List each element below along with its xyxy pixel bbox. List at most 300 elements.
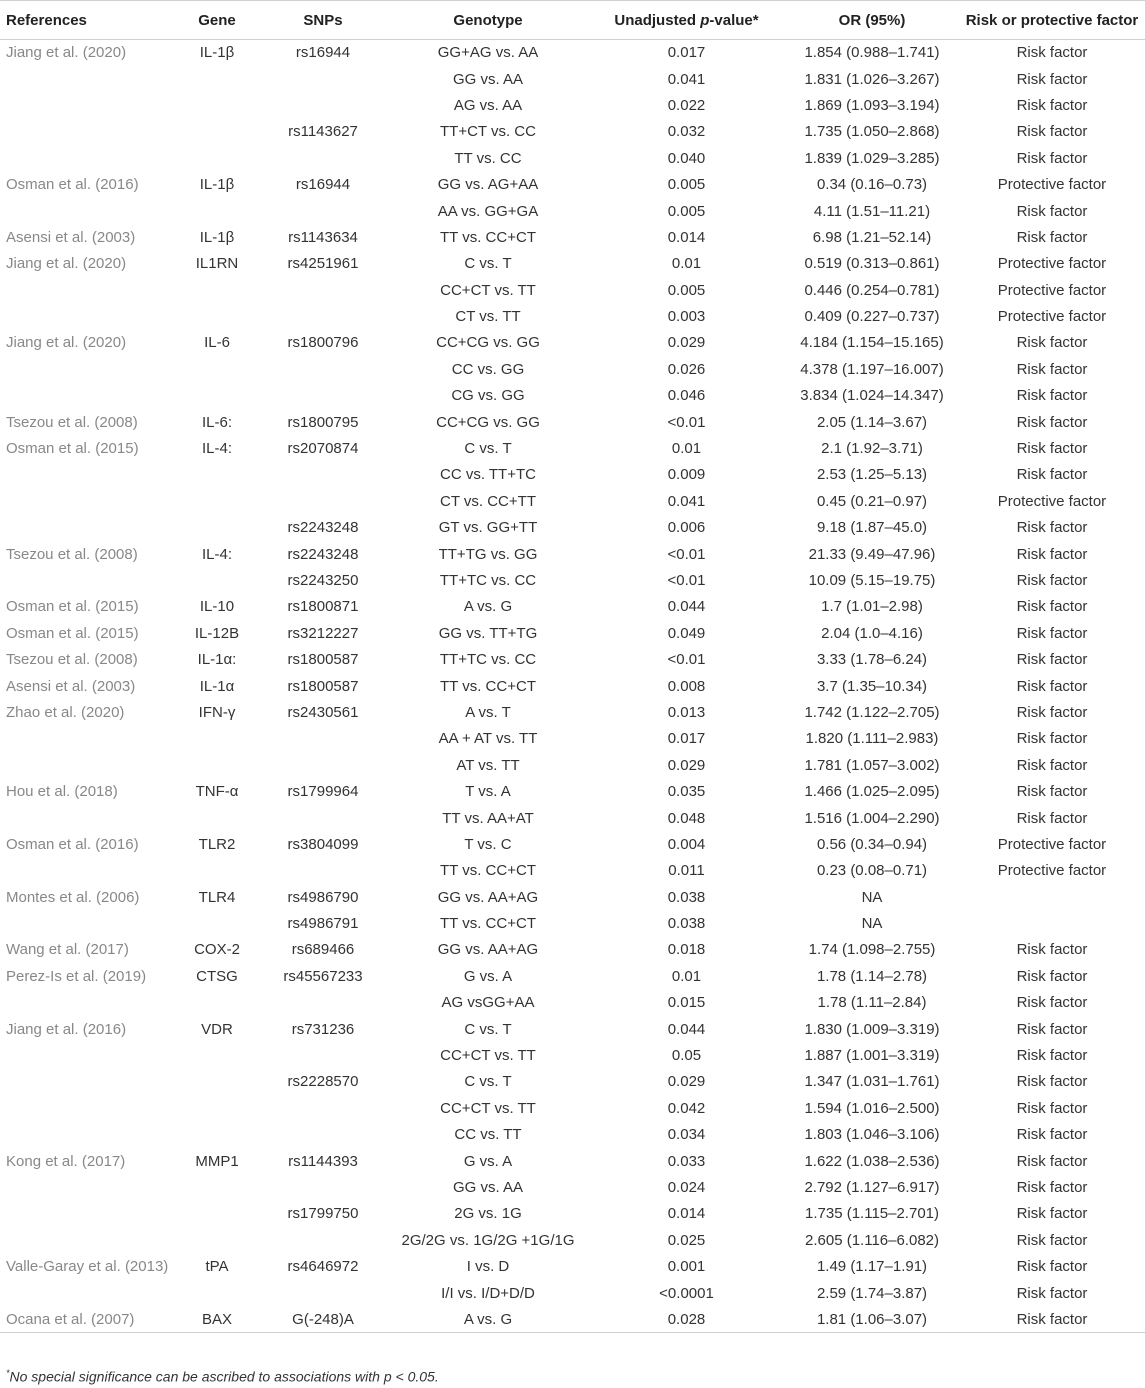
gene-cell: CTSG — [196, 967, 238, 985]
snp-cell — [258, 1227, 388, 1253]
gene-cell — [176, 488, 258, 514]
odds-ratio-cell: 1.735 (1.050–2.868) — [804, 123, 940, 141]
risk-factor-cell: Protective factor — [997, 308, 1107, 326]
gene-cell — [176, 145, 258, 171]
snp-cell — [258, 805, 388, 831]
reference-cell: Osman et al. (2016) — [6, 835, 139, 853]
odds-ratio-cell: 1.516 (1.004–2.290) — [804, 809, 940, 827]
table-row — [0, 541, 1145, 567]
gene-cell — [176, 356, 258, 382]
header-p-prefix: Unadjusted — [614, 11, 701, 29]
p-value-cell: 0.018 — [667, 941, 706, 959]
snp-cell: rs1799964 — [287, 783, 359, 801]
gene-cell: BAX — [176, 1306, 258, 1332]
genotype-cell: AG vs. AA — [453, 96, 523, 114]
risk-factor-cell: Risk factor — [1016, 228, 1088, 246]
gene-cell — [176, 198, 258, 224]
odds-ratio-cell: 0.34 (0.16–0.73) — [816, 176, 928, 194]
table-row — [0, 963, 1145, 989]
risk-factor-cell: Risk factor — [1016, 651, 1088, 669]
risk-factor-cell: Risk factor — [1016, 1152, 1088, 1170]
odds-ratio-cell: 1.735 (1.115–2.701) — [805, 1205, 939, 1223]
reference-cell: Kong et al. (2017) — [6, 1152, 126, 1170]
risk-factor-cell: Risk factor — [1016, 413, 1088, 431]
p-value-cell: 0.049 — [667, 624, 706, 642]
risk-factor-cell: Risk factor — [1016, 1178, 1088, 1196]
gene-cell: IL-4: — [201, 545, 232, 563]
table-body — [0, 40, 1145, 1333]
reference-cell — [0, 1201, 176, 1227]
p-value-cell: 0.006 — [667, 519, 706, 537]
gene-cell — [176, 515, 258, 541]
odds-ratio-cell: 1.887 (1.001–3.319) — [804, 1047, 940, 1065]
reference-cell — [0, 1095, 176, 1121]
p-value-cell: 0.032 — [667, 123, 706, 141]
risk-factor-cell: Protective factor — [997, 176, 1107, 194]
genotype-cell: GG vs. AA — [452, 70, 524, 88]
table-row — [0, 1148, 1145, 1174]
genotype-cell: AA vs. GG+GA — [437, 202, 539, 220]
reference-cell: Asensi et al. (2003) — [6, 228, 136, 246]
snp-cell — [258, 1174, 388, 1200]
reference-cell — [0, 1069, 176, 1095]
risk-factor-cell: Risk factor — [1016, 1258, 1088, 1276]
snp-cell: rs1144393 — [288, 1152, 358, 1170]
risk-factor-cell: Risk factor — [1016, 624, 1088, 642]
genotype-cell: G vs. A — [463, 1152, 513, 1170]
gene-cell: IL-1β — [199, 176, 235, 194]
odds-ratio-cell: 0.23 (0.08–0.71) — [816, 862, 928, 880]
table-row — [0, 831, 1145, 857]
odds-ratio-cell: 0.409 (0.227–0.737) — [804, 308, 940, 326]
reference-cell — [0, 1227, 176, 1253]
p-value-cell: 0.003 — [667, 308, 706, 326]
table-row — [0, 66, 1145, 92]
table-row — [0, 171, 1145, 197]
p-value-cell: 0.014 — [667, 228, 706, 246]
table-row — [0, 277, 1145, 303]
reference-cell: Jiang et al. (2020) — [6, 334, 127, 352]
p-value-cell: 0.05 — [671, 1047, 702, 1065]
odds-ratio-cell: 4.378 (1.197–16.007) — [800, 360, 944, 378]
odds-ratio-cell: 4.11 (1.51–11.21) — [813, 202, 931, 220]
genotype-cell: A vs. T — [465, 703, 511, 721]
table-row — [0, 1174, 1145, 1200]
gene-cell — [176, 66, 258, 92]
genotype-cell: GG+AG vs. AA — [437, 44, 539, 62]
p-value-cell: <0.01 — [667, 413, 706, 431]
risk-factor-cell: Risk factor — [1016, 123, 1088, 141]
gene-cell — [176, 1042, 258, 1068]
risk-factor-cell — [959, 910, 1145, 936]
gene-cell: IL-6: — [201, 413, 232, 431]
genotype-cell: A vs. G — [388, 1306, 588, 1332]
risk-factor-cell: Protective factor — [997, 862, 1107, 880]
table-header-row — [0, 1, 1145, 40]
table-row — [0, 1122, 1145, 1148]
gene-cell — [176, 1280, 258, 1306]
p-value-cell: 0.008 — [667, 677, 706, 695]
table-row — [0, 119, 1145, 145]
snp-cell: rs4986790 — [287, 888, 359, 906]
snp-cell — [258, 1280, 388, 1306]
risk-factor-cell: Protective factor — [997, 281, 1107, 299]
reference-cell: Jiang et al. (2020) — [6, 44, 127, 62]
risk-factor-cell: Risk factor — [1016, 783, 1088, 801]
risk-factor-cell: Risk factor — [1016, 967, 1088, 985]
gene-cell: IL-10 — [199, 598, 235, 616]
p-value-cell: 0.009 — [667, 466, 706, 484]
p-value-cell: <0.01 — [667, 651, 706, 669]
gene-cell: IL-12B — [194, 624, 240, 642]
gene-cell — [176, 990, 258, 1016]
p-value-cell: 0.044 — [667, 598, 706, 616]
risk-factor-cell: Risk factor — [1016, 149, 1088, 167]
snp-cell — [258, 303, 388, 329]
risk-factor-cell: Risk factor — [1016, 1073, 1088, 1091]
gene-cell — [176, 92, 258, 118]
gene-cell: TLR4 — [198, 888, 236, 906]
genotype-cell: AA + AT vs. TT — [438, 730, 538, 748]
p-value-cell: 0.005 — [667, 202, 706, 220]
p-value-cell: 0.015 — [667, 994, 706, 1012]
reference-cell — [0, 726, 176, 752]
odds-ratio-cell: 1.622 (1.038–2.536) — [804, 1152, 940, 1170]
snp-cell: rs1143627 — [288, 123, 358, 141]
snp-cell: rs1800587 — [287, 651, 359, 669]
odds-ratio-cell: 2.53 (1.25–5.13) — [816, 466, 928, 484]
reference-cell — [0, 119, 176, 145]
genotype-cell: A vs. G — [463, 598, 513, 616]
p-value-cell: 0.033 — [667, 1152, 706, 1170]
snp-cell: rs2228570 — [287, 1073, 359, 1091]
reference-cell: Jiang et al. (2016) — [6, 1020, 127, 1038]
odds-ratio-cell: 1.854 (0.988–1.741) — [804, 44, 940, 62]
odds-ratio-cell: 2.04 (1.0–4.16) — [821, 624, 923, 642]
gene-cell: IL-1α — [199, 677, 235, 695]
risk-factor-cell: Risk factor — [1016, 677, 1088, 695]
odds-ratio-cell: 1.781 (1.057–3.002) — [804, 756, 940, 774]
p-value-cell: <0.0001 — [659, 1284, 714, 1302]
reference-cell: Jiang et al. (2020) — [6, 255, 127, 273]
p-value-cell: 0.01 — [671, 967, 702, 985]
gene-cell — [176, 119, 258, 145]
genotype-cell: T vs. A — [465, 783, 511, 801]
header-genotype: Genotype — [388, 1, 588, 40]
reference-cell — [0, 462, 176, 488]
odds-ratio-cell: 2.605 (1.116–6.082) — [805, 1231, 939, 1249]
gene-cell: IL-4: — [201, 440, 232, 458]
genotype-cell: CC vs. TT+TC — [440, 466, 536, 484]
snp-cell — [258, 752, 388, 778]
gene-cell: TLR2 — [198, 835, 236, 853]
odds-ratio-cell: 1.347 (1.031–1.761) — [804, 1073, 940, 1091]
p-value-cell: 0.022 — [667, 96, 706, 114]
table-row — [0, 515, 1145, 541]
genotype-cell: I/I vs. I/D+D/D — [441, 1284, 535, 1302]
table-row — [0, 673, 1145, 699]
p-value-cell: 0.029 — [667, 1073, 706, 1091]
gene-cell: tPA — [205, 1258, 229, 1276]
risk-factor-cell: Risk factor — [1016, 809, 1088, 827]
gene-cell: IL1RN — [195, 255, 239, 273]
p-value-cell: 0.038 — [667, 915, 706, 933]
risk-factor-cell: Risk factor — [1016, 466, 1088, 484]
p-value-cell: 0.025 — [667, 1231, 706, 1249]
table-row — [0, 198, 1145, 224]
reference-cell — [0, 488, 176, 514]
reference-cell: Ocana et al. (2007) — [0, 1306, 176, 1332]
header-unadjusted-p-value — [588, 1, 785, 40]
snp-cell: rs2243248 — [287, 545, 359, 563]
genotype-cell: TT vs. CC+CT — [440, 228, 536, 246]
risk-factor-cell: Risk factor — [1016, 1047, 1088, 1065]
genotype-cell: CC vs. TT — [454, 1126, 522, 1144]
reference-cell — [0, 1280, 176, 1306]
table-row — [0, 462, 1145, 488]
risk-factor-cell: Risk factor — [1016, 44, 1088, 62]
table-row — [0, 1042, 1145, 1068]
table-row — [0, 303, 1145, 329]
table-row — [0, 778, 1145, 804]
footnote-text: No special significance can be ascribed to associations with p < 0.05. — [9, 1368, 439, 1385]
odds-ratio-cell: NA — [861, 888, 883, 906]
reference-cell — [0, 858, 176, 884]
gene-cell — [176, 277, 258, 303]
reference-cell — [0, 303, 176, 329]
p-value-cell: 0.024 — [667, 1178, 706, 1196]
p-value-cell: 0.011 — [668, 862, 705, 880]
genotype-cell: GG vs. AG+AA — [437, 176, 539, 194]
odds-ratio-cell: 1.74 (1.098–2.755) — [808, 941, 936, 959]
gene-cell: IL-6 — [204, 334, 230, 352]
table-row — [0, 910, 1145, 936]
genotype-cell: CC+CT vs. TT — [440, 1099, 536, 1117]
genotype-cell: CG vs. GG — [451, 387, 525, 405]
gene-cell — [176, 1174, 258, 1200]
genotype-cell: TT vs. CC+CT — [440, 915, 536, 933]
reference-cell: Valle-Garay et al. (2013) — [6, 1258, 169, 1276]
odds-ratio-cell: 1.49 (1.17–1.91) — [816, 1258, 928, 1276]
reference-cell: Osman et al. (2015) — [6, 624, 139, 642]
header-snps: SNPs — [258, 1, 388, 40]
reference-cell: Hou et al. (2018) — [6, 783, 118, 801]
odds-ratio-cell: 0.519 (0.313–0.861) — [804, 255, 940, 273]
risk-factor-cell: Risk factor — [1016, 1020, 1088, 1038]
footnote-marker: * — [6, 1368, 10, 1378]
odds-ratio-cell: 1.466 (1.025–2.095) — [804, 783, 940, 801]
gene-cell: MMP1 — [195, 1152, 239, 1170]
p-value-cell: 0.038 — [667, 888, 706, 906]
odds-ratio-cell: 0.446 (0.254–0.781) — [804, 281, 940, 299]
genotype-cell: C vs. T — [464, 255, 512, 273]
odds-ratio-cell: 6.98 (1.21–52.14) — [812, 228, 932, 246]
odds-ratio-cell: NA — [861, 915, 883, 933]
snp-cell — [258, 1042, 388, 1068]
table-row — [0, 1016, 1145, 1042]
gene-cell: IL-1β — [199, 228, 235, 246]
table-row — [0, 330, 1145, 356]
gene-cell — [176, 1069, 258, 1095]
snp-cell: rs1799750 — [287, 1205, 359, 1223]
odds-ratio-cell: 1.831 (1.026–3.267) — [804, 70, 940, 88]
odds-ratio-cell: 1.594 (1.016–2.500) — [804, 1099, 940, 1117]
genotype-cell: CT vs. CC+TT — [440, 492, 536, 510]
reference-cell — [0, 198, 176, 224]
header-risk-or-protective: Risk or protective factor — [959, 1, 1145, 40]
reference-cell — [0, 92, 176, 118]
genotype-cell: CC+CT vs. TT — [440, 1047, 536, 1065]
genotype-cell: I vs. D — [466, 1258, 510, 1276]
genotype-cell: CT vs. TT — [455, 308, 521, 326]
risk-factor-cell: Risk factor — [1016, 941, 1088, 959]
odds-ratio-cell: 1.742 (1.122–2.705) — [804, 703, 940, 721]
reference-cell — [0, 910, 176, 936]
p-value-cell: 0.017 — [667, 44, 706, 62]
table-row — [0, 726, 1145, 752]
gene-cell — [176, 1227, 258, 1253]
table-row — [0, 1069, 1145, 1095]
table-row — [0, 620, 1145, 646]
table-row — [0, 805, 1145, 831]
genotype-cell: TT vs. CC+CT — [440, 677, 536, 695]
reference-cell: Tsezou et al. (2008) — [6, 651, 138, 669]
odds-ratio-cell: 1.830 (1.009–3.319) — [804, 1020, 940, 1038]
genotype-cell: GG vs. AA+AG — [437, 888, 539, 906]
genotype-cell: TT vs. AA+AT — [442, 809, 534, 827]
snp-cell — [258, 462, 388, 488]
table-row — [0, 646, 1145, 672]
snp-cell — [258, 92, 388, 118]
p-value-cell: 0.041 — [667, 70, 706, 88]
genotype-cell: C vs. T — [464, 1073, 512, 1091]
genotype-cell: TT+TC vs. CC — [439, 651, 537, 669]
snp-cell: rs16944 — [295, 176, 351, 194]
snp-cell: rs2070874 — [287, 440, 359, 458]
genotype-cell: AG vsGG+AA — [441, 994, 535, 1012]
table-row — [0, 251, 1145, 277]
risk-factor-cell: Risk factor — [1016, 1231, 1088, 1249]
p-value-cell: 0.035 — [667, 783, 706, 801]
p-value-cell: 0.01 — [671, 255, 702, 273]
risk-factor-cell: Protective factor — [997, 255, 1107, 273]
gene-cell: VDR — [201, 1020, 233, 1038]
gene-cell — [176, 1122, 258, 1148]
p-value-cell: 0.005 — [667, 176, 706, 194]
reference-cell — [0, 66, 176, 92]
table-row — [0, 356, 1145, 382]
risk-factor-cell: Risk factor — [1016, 440, 1088, 458]
p-value-cell: 0.042 — [667, 1099, 706, 1117]
p-value-cell: 0.029 — [667, 334, 706, 352]
odds-ratio-cell: 2.59 (1.74–3.87) — [816, 1284, 928, 1302]
gene-cell: COX-2 — [194, 941, 240, 959]
table-row — [0, 594, 1145, 620]
table-row — [0, 1306, 1145, 1332]
odds-ratio-cell: 2.792 (1.127–6.917) — [804, 1178, 940, 1196]
table-row — [0, 40, 1145, 66]
snp-cell: rs2430561 — [287, 703, 359, 721]
reference-cell: Osman et al. (2016) — [6, 176, 139, 194]
header-p-italic: p — [700, 11, 710, 29]
genotype-cell: TT+TC vs. CC — [439, 572, 537, 589]
odds-ratio-cell: 3.7 (1.35–10.34) — [816, 677, 928, 695]
reference-cell — [0, 1042, 176, 1068]
snp-cell: rs1800587 — [287, 677, 359, 695]
reference-cell — [0, 356, 176, 382]
p-value-cell: 0.040 — [667, 149, 706, 167]
snp-cell — [258, 858, 388, 884]
reference-cell — [0, 145, 176, 171]
snp-cell — [258, 356, 388, 382]
risk-factor-cell: Risk factor — [1016, 598, 1088, 616]
table-row — [0, 1095, 1145, 1121]
genotype-cell: TT vs. CC+CT — [440, 862, 536, 880]
snp-cell: rs4646972 — [287, 1258, 359, 1276]
odds-ratio-cell: 1.803 (1.046–3.106) — [804, 1126, 940, 1144]
reference-cell — [0, 805, 176, 831]
gene-cell: TNF-α — [195, 783, 239, 801]
risk-factor-cell: Risk factor — [1016, 202, 1088, 220]
reference-cell — [0, 1122, 176, 1148]
genotype-cell: T vs. C — [464, 835, 512, 853]
genotype-cell: GG vs. AA — [452, 1178, 524, 1196]
gene-cell: IL-1α: — [197, 651, 237, 669]
snp-cell: rs3804099 — [287, 835, 359, 853]
odds-ratio-cell: 3.33 (1.78–6.24) — [816, 651, 928, 669]
reference-cell: Zhao et al. (2020) — [6, 703, 125, 721]
gene-cell — [176, 1201, 258, 1227]
risk-factor-cell: Risk factor — [1016, 519, 1088, 537]
risk-factor-cell: Risk factor — [959, 1306, 1145, 1332]
snp-cell: rs1800795 — [287, 413, 359, 431]
p-value-cell: 0.01 — [671, 440, 702, 458]
table-row — [0, 224, 1145, 250]
gene-cell — [176, 726, 258, 752]
reference-cell: Asensi et al. (2003) — [6, 677, 136, 695]
gene-cell: IL-1β — [199, 44, 235, 62]
reference-cell — [0, 752, 176, 778]
reference-cell: Osman et al. (2015) — [6, 598, 139, 616]
odds-ratio-cell: 1.7 (1.01–2.98) — [821, 598, 923, 616]
risk-factor-cell: Risk factor — [1016, 545, 1088, 563]
header-gene: Gene — [176, 1, 258, 40]
gene-cell — [176, 752, 258, 778]
odds-ratio-cell: 1.78 (1.14–2.78) — [816, 967, 928, 985]
gene-cell: IFN-γ — [198, 703, 236, 721]
table-row — [0, 409, 1145, 435]
genotype-cell: CC+CG vs. GG — [436, 334, 540, 352]
odds-ratio-cell: 0.45 (0.21–0.97) — [816, 492, 928, 510]
risk-factor-cell: Risk factor — [1016, 334, 1088, 352]
reference-cell: Osman et al. (2015) — [6, 440, 139, 458]
p-value-cell: 0.005 — [667, 281, 706, 299]
snp-cell — [258, 66, 388, 92]
risk-factor-cell: Protective factor — [997, 492, 1107, 510]
p-value-cell: 0.028 — [588, 1306, 785, 1332]
header-odds-ratio: OR (95%) — [785, 1, 959, 40]
genotype-cell: GT vs. GG+TT — [438, 519, 538, 537]
snp-cell: rs4986791 — [287, 915, 359, 933]
snp-cell — [258, 1122, 388, 1148]
genotype-cell: C vs. T — [464, 1020, 512, 1038]
snp-cell — [258, 726, 388, 752]
p-value-cell: 0.014 — [667, 1205, 706, 1223]
genotype-cell: C vs. T — [464, 440, 512, 458]
odds-ratio-cell: 1.81 (1.06–3.07) — [785, 1306, 959, 1332]
snp-cell — [258, 277, 388, 303]
snp-cell — [258, 198, 388, 224]
